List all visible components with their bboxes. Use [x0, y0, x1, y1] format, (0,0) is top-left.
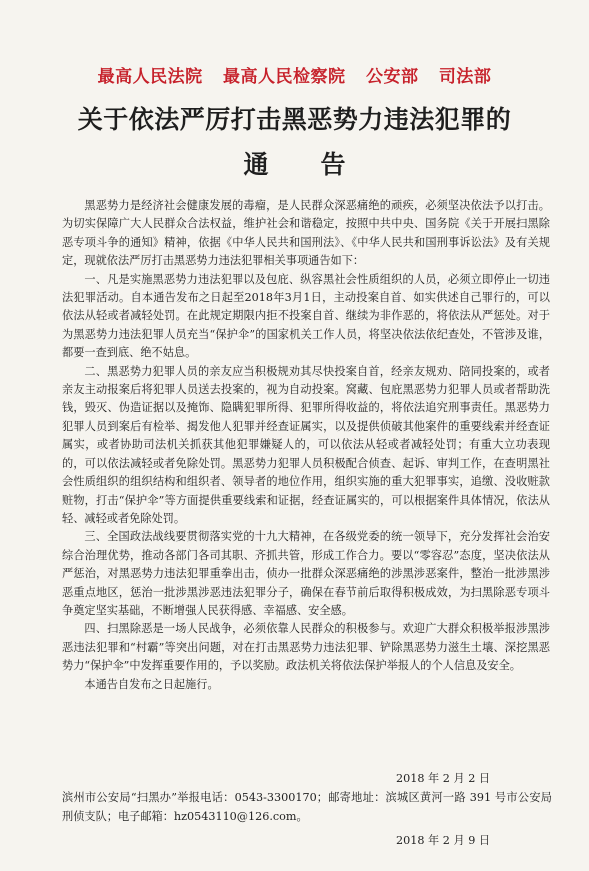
title-char-tong: 通 — [243, 150, 269, 179]
authority-justice: 司法部 — [438, 67, 492, 87]
paragraph-3: 三、全国政法战线要贯彻落实党的十九大精神，在各级党委的统一领导下，充分发挥社会治安综合治理优势，推动各部门各司其职、齐抓共管，形成工作合力。要以“零容忍”态度，坚决依法从严惩治，对黑恶势力违法犯罪重拳出击，侦办一批群众深恶痛绝的涉黑涉恶案件，整治一批涉黑涉恶重点地区，惩治一批涉黑涉恶违法犯罪分子，确保在春节前后取得积极成效，为扫黑除恶专项斗争奠定坚实基础，不断增强人民获得感、幸福感、安全感。 — [62, 530, 550, 617]
local-contact-info: 滨州市公安局“扫黑办”举报电话：0543-3300170；邮寄地址：滨城区黄河一路 391 号市公安局刑侦支队；电子邮箱：hz0543110@126.com。 — [62, 791, 552, 823]
document-title-line2 — [0, 145, 589, 181]
issue-date: 2018 年 2 月 2 日 — [396, 772, 491, 785]
paragraph-2: 二、黑恶势力犯罪人员的亲友应当积极规劝其尽快投案自首，经亲友规劝、陪同投案的，或者亲友主动报案后将犯罪人员送去投案的，视为自动投案。窝藏、包庇黑恶势力犯罪人员或者帮助洗钱，毁灭、伪造证据以及掩饰、隐瞒犯罪所得、犯罪所得收益的，将依法追究刑事责任。黑恶势力犯罪人员到案后有检举、揭发他人犯罪并经查证属实，以及提供侦破其他案件的重要线索并经查证属实，或者协助司法机关抓获其他犯罪嫌疑人的，可以依法从轻或者减轻处罚；有重大立功表现的，可以依法减轻或者免除处罚。黑恶势力犯罪人员积极配合侦查、起诉、审判工作，在查明黑社会性质组织的组织结构和组织者、领导者的地位作用，组织实施的重大犯罪事实，追缴、没收赃款赃物，打击“保护伞”等方面提供重要线索和证据，经查证属实的，可以根据案件具体情况，依法从轻、减轻或者免除处罚。 — [62, 364, 550, 525]
paragraph-effective: 本通告自发布之日起施行。 — [84, 677, 219, 691]
local-issue-date: 2018 年 2 月 9 日 — [396, 834, 491, 847]
paragraph-intro: 黑恶势力是经济社会健康发展的毒瘤，是人民群众深恶痛绝的顽疾，必须坚决依法予以打击。为切实保障广大人民群众合法权益，维护社会和谐稳定，按照中共中央、国务院《关于开展扫黑除恶专项斗争的通知》精神，依据《中华人民共和国刑法》、《中华人民共和国刑事诉讼法》及有关规定，现就依法严厉打击黑恶势力违法犯罪相关事项通告如下： — [62, 199, 550, 268]
paragraph-4: 四、扫黑除恶是一场人民战争，必须依靠人民群众的积极参与。欢迎广大群众积极举报涉黑涉恶违法犯罪和“村霸”等突出问题，对在打击黑恶势力违法犯罪、铲除黑恶势力滋生土壤、深挖黑恶势力“保护伞”中发挥重要作用的，予以奖励。政法机关将依法保护举报人的个人信息及安全。 — [62, 622, 550, 673]
authority-supreme-court: 最高人民法院 — [97, 67, 203, 87]
authority-procuratorate: 最高人民检察院 — [223, 67, 346, 87]
title-char-gao: 告 — [320, 150, 346, 179]
notice-body — [62, 197, 550, 694]
authority-public-security: 公安部 — [365, 67, 419, 87]
paragraph-1: 一、凡是实施黑恶势力违法犯罪以及包庇、纵容黑社会性质组织的人员，必须立即停止一切违法犯罪活动。自本通告发布之日起至2018年3月1日，主动投案自首、如实供述自己罪行的，可以依法从轻或者减轻处罚。在此规定期限内拒不投案自首、继续为非作恶的，将依法从严惩处。对于为黑恶势力违法犯罪人员充当“保护伞”的国家机关工作人员，将坚决依法依纪查处，不管涉及谁，都要一查到底、绝不姑息。 — [62, 272, 550, 360]
document-title-line1: 关于依法严厉打击黑恶势力违法犯罪的 — [77, 105, 512, 134]
issuing-authorities — [0, 62, 589, 87]
